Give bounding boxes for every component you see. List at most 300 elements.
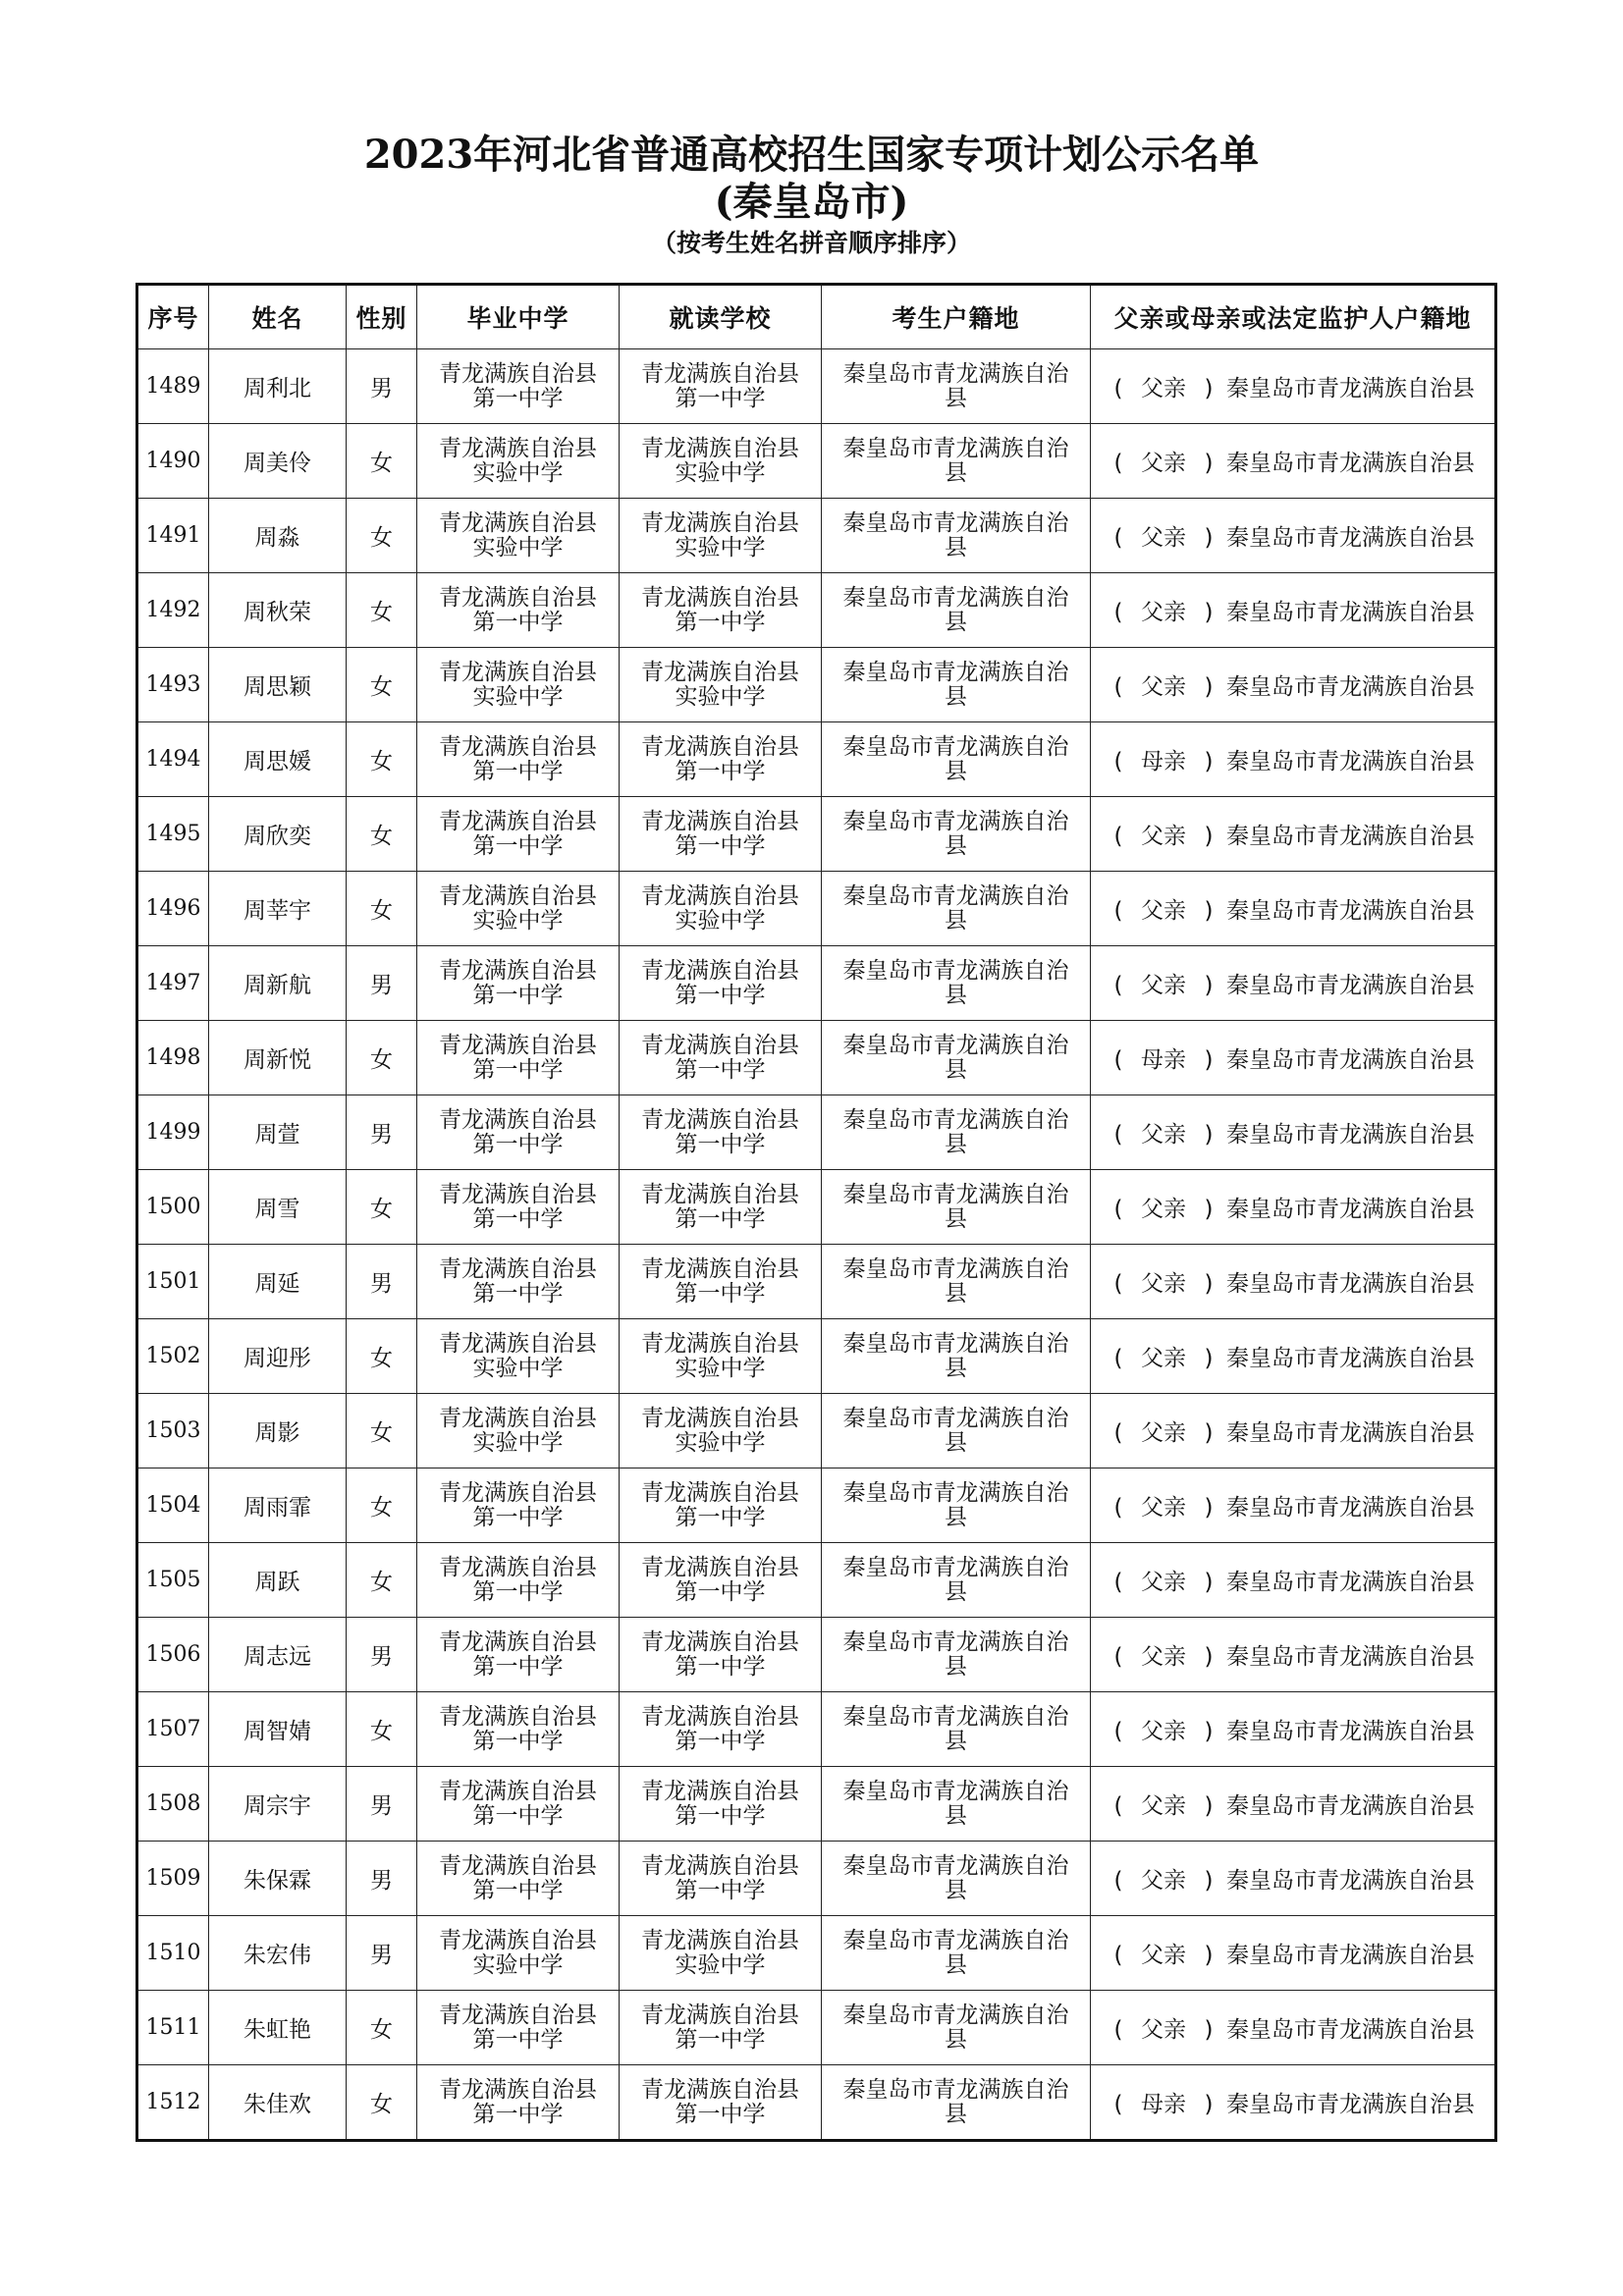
cell-graduation-school — [417, 1916, 620, 1991]
parent-place: 秦皇岛市青龙满族自治县 — [1226, 1719, 1475, 1744]
cell-gender: 男 — [347, 1095, 417, 1170]
cell-current-school — [620, 349, 822, 424]
parent-relation: 父亲 — [1141, 1719, 1186, 1744]
cell-parent-hukou — [1091, 1692, 1496, 1767]
cell-current-school-line1: 青龙满族自治县 — [641, 509, 799, 536]
cell-current-school-line2: 第一中学 — [675, 1653, 766, 1680]
cell-parent-hukou — [1091, 1245, 1496, 1319]
parent-place: 秦皇岛市青龙满族自治县 — [1226, 898, 1475, 924]
table-row — [137, 424, 1496, 499]
cell-candidate-hukou-line2: 县 — [945, 2026, 967, 2053]
cell-parent-hukou — [1091, 1095, 1496, 1170]
header-row — [137, 285, 1496, 349]
parent-relation: 父亲 — [1141, 1570, 1186, 1595]
parent-place: 秦皇岛市青龙满族自治县 — [1226, 1495, 1475, 1521]
cell-graduation-school — [417, 946, 620, 1021]
cell-graduation-school-line1: 青龙满族自治县 — [439, 808, 597, 834]
cell-candidate-hukou-line2: 县 — [945, 832, 967, 859]
cell-graduation-school — [417, 1095, 620, 1170]
cell-gender: 女 — [347, 1468, 417, 1543]
cell-no: 1504 — [137, 1468, 209, 1543]
paren-open: ( — [1113, 1420, 1123, 1446]
table-header — [137, 285, 1496, 349]
cell-current-school-line1: 青龙满族自治县 — [641, 1330, 799, 1357]
cell-no: 1502 — [137, 1319, 209, 1394]
cell-candidate-hukou-line2: 县 — [945, 1429, 967, 1456]
cell-candidate-hukou — [822, 2065, 1091, 2141]
paren-close: ) — [1204, 2092, 1214, 2117]
cell-gender: 女 — [347, 722, 417, 797]
cell-graduation-school — [417, 872, 620, 946]
table-row — [137, 722, 1496, 797]
parent-place: 秦皇岛市青龙满族自治县 — [1226, 1197, 1475, 1222]
cell-graduation-school-line1: 青龙满族自治县 — [439, 1405, 597, 1431]
cell-gender: 女 — [347, 573, 417, 648]
cell-candidate-hukou-line2: 县 — [945, 1728, 967, 1754]
cell-current-school-line2: 第一中学 — [675, 982, 766, 1008]
cell-current-school — [620, 573, 822, 648]
parent-place: 秦皇岛市青龙满族自治县 — [1226, 525, 1475, 551]
paren-close: ) — [1204, 898, 1214, 924]
cell-parent-hukou — [1091, 349, 1496, 424]
parent-place: 秦皇岛市青龙满族自治县 — [1226, 1570, 1475, 1595]
cell-current-school — [620, 1916, 822, 1991]
cell-current-school-line2: 实验中学 — [675, 907, 766, 934]
cell-no: 1492 — [137, 573, 209, 648]
cell-candidate-hukou-line1: 秦皇岛市青龙满族自治 — [842, 1479, 1069, 1506]
cell-graduation-school-line1: 青龙满族自治县 — [439, 733, 597, 760]
cell-graduation-school — [417, 1245, 620, 1319]
cell-graduation-school-line2: 第一中学 — [472, 2101, 564, 2127]
cell-graduation-school-line2: 第一中学 — [472, 1131, 564, 1157]
cell-name: 周美伶 — [209, 424, 347, 499]
cell-no: 1512 — [137, 2065, 209, 2141]
table-row — [137, 1842, 1496, 1916]
cell-current-school-line1: 青龙满族自治县 — [641, 1255, 799, 1282]
cell-current-school-line2: 第一中学 — [675, 1578, 766, 1605]
cell-candidate-hukou-line1: 秦皇岛市青龙满族自治 — [842, 2002, 1069, 2028]
cell-candidate-hukou-line1: 秦皇岛市青龙满族自治 — [842, 659, 1069, 685]
cell-candidate-hukou — [822, 1021, 1091, 1095]
paren-close: ) — [1204, 1719, 1214, 1744]
cell-parent-hukou — [1091, 797, 1496, 872]
cell-graduation-school-line1: 青龙满族自治县 — [439, 435, 597, 461]
cell-current-school-line2: 第一中学 — [675, 1728, 766, 1754]
cell-candidate-hukou-line2: 县 — [945, 609, 967, 635]
cell-candidate-hukou-line1: 秦皇岛市青龙满族自治 — [842, 1703, 1069, 1730]
cell-parent-hukou — [1091, 722, 1496, 797]
paren-close: ) — [1204, 1197, 1214, 1222]
table-row — [137, 648, 1496, 722]
parent-place: 秦皇岛市青龙满族自治县 — [1226, 1943, 1475, 1968]
cell-current-school — [620, 1394, 822, 1468]
cell-graduation-school — [417, 722, 620, 797]
parent-place: 秦皇岛市青龙满族自治县 — [1226, 973, 1475, 998]
cell-current-school-line2: 实验中学 — [675, 1355, 766, 1381]
cell-current-school-line1: 青龙满族自治县 — [641, 1181, 799, 1207]
parent-relation: 父亲 — [1141, 1197, 1186, 1222]
cell-parent-hukou — [1091, 1618, 1496, 1692]
cell-graduation-school-line1: 青龙满族自治县 — [439, 2076, 597, 2103]
paren-open: ( — [1113, 600, 1123, 625]
parent-place: 秦皇岛市青龙满族自治县 — [1226, 2017, 1475, 2043]
cell-graduation-school — [417, 1618, 620, 1692]
parent-place: 秦皇岛市青龙满族自治县 — [1226, 376, 1475, 401]
cell-current-school — [620, 1095, 822, 1170]
cell-candidate-hukou-line2: 县 — [945, 982, 967, 1008]
cell-no: 1495 — [137, 797, 209, 872]
cell-graduation-school-line2: 第一中学 — [472, 1504, 564, 1530]
cell-name: 周思颖 — [209, 648, 347, 722]
parent-place: 秦皇岛市青龙满族自治县 — [1226, 1047, 1475, 1073]
parent-relation: 父亲 — [1141, 1644, 1186, 1670]
cell-candidate-hukou — [822, 1170, 1091, 1245]
cell-current-school-line2: 实验中学 — [675, 534, 766, 561]
cell-name: 周萱 — [209, 1095, 347, 1170]
paren-open: ( — [1113, 1197, 1123, 1222]
cell-candidate-hukou — [822, 648, 1091, 722]
table-body — [137, 349, 1496, 2141]
cell-graduation-school — [417, 1842, 620, 1916]
parent-place: 秦皇岛市青龙满族自治县 — [1226, 600, 1475, 625]
cell-graduation-school-line2: 第一中学 — [472, 982, 564, 1008]
header-candidate-hukou: 考生户籍地 — [822, 285, 1091, 349]
paren-close: ) — [1204, 451, 1214, 476]
cell-current-school-line1: 青龙满族自治县 — [641, 1554, 799, 1580]
cell-graduation-school — [417, 1021, 620, 1095]
cell-current-school — [620, 1319, 822, 1394]
cell-current-school — [620, 1767, 822, 1842]
cell-no: 1496 — [137, 872, 209, 946]
cell-candidate-hukou-line2: 县 — [945, 385, 967, 411]
paren-open: ( — [1113, 525, 1123, 551]
cell-no: 1508 — [137, 1767, 209, 1842]
table-row — [137, 349, 1496, 424]
cell-name: 朱保霖 — [209, 1842, 347, 1916]
cell-candidate-hukou-line2: 县 — [945, 1056, 967, 1083]
cell-graduation-school-line2: 实验中学 — [472, 534, 564, 561]
cell-gender: 男 — [347, 1842, 417, 1916]
paren-open: ( — [1113, 1271, 1123, 1297]
cell-candidate-hukou — [822, 1468, 1091, 1543]
cell-current-school-line2: 第一中学 — [675, 385, 766, 411]
cell-candidate-hukou-line1: 秦皇岛市青龙满族自治 — [842, 1330, 1069, 1357]
parent-place: 秦皇岛市青龙满族自治县 — [1226, 1122, 1475, 1148]
cell-candidate-hukou — [822, 573, 1091, 648]
parent-place: 秦皇岛市青龙满族自治县 — [1226, 1420, 1475, 1446]
cell-current-school-line2: 第一中学 — [675, 758, 766, 784]
cell-no: 1503 — [137, 1394, 209, 1468]
cell-parent-hukou — [1091, 1319, 1496, 1394]
paren-open: ( — [1113, 2017, 1123, 2043]
paren-close: ) — [1204, 1271, 1214, 1297]
cell-parent-hukou — [1091, 2065, 1496, 2141]
cell-graduation-school — [417, 349, 620, 424]
cell-current-school — [620, 1245, 822, 1319]
cell-candidate-hukou — [822, 1394, 1091, 1468]
cell-current-school-line2: 第一中学 — [675, 1205, 766, 1232]
cell-candidate-hukou-line2: 县 — [945, 907, 967, 934]
cell-parent-hukou — [1091, 1394, 1496, 1468]
paren-close: ) — [1204, 1644, 1214, 1670]
cell-current-school-line1: 青龙满族自治县 — [641, 1927, 799, 1953]
cell-graduation-school-line1: 青龙满族自治县 — [439, 1554, 597, 1580]
cell-name: 周宗宇 — [209, 1767, 347, 1842]
paren-close: ) — [1204, 1943, 1214, 1968]
table-row — [137, 1170, 1496, 1245]
table-row — [137, 1991, 1496, 2065]
cell-candidate-hukou-line1: 秦皇岛市青龙满族自治 — [842, 1852, 1069, 1879]
cell-graduation-school — [417, 1319, 620, 1394]
cell-current-school-line1: 青龙满族自治县 — [641, 659, 799, 685]
cell-gender: 女 — [347, 2065, 417, 2141]
table-row — [137, 499, 1496, 573]
cell-graduation-school — [417, 1468, 620, 1543]
cell-candidate-hukou-line2: 县 — [945, 1951, 967, 1978]
cell-current-school-line2: 第一中学 — [675, 2101, 766, 2127]
cell-graduation-school-line2: 第一中学 — [472, 2026, 564, 2053]
paren-open: ( — [1113, 1047, 1123, 1073]
cell-graduation-school-line1: 青龙满族自治县 — [439, 1852, 597, 1879]
parent-relation: 父亲 — [1141, 600, 1186, 625]
cell-graduation-school — [417, 2065, 620, 2141]
cell-graduation-school — [417, 1394, 620, 1468]
cell-current-school-line1: 青龙满族自治县 — [641, 1629, 799, 1655]
cell-current-school — [620, 1021, 822, 1095]
cell-current-school — [620, 872, 822, 946]
header-current-school: 就读学校 — [620, 285, 822, 349]
cell-no: 1498 — [137, 1021, 209, 1095]
table-row — [137, 1319, 1496, 1394]
cell-name: 周智婧 — [209, 1692, 347, 1767]
paren-close: ) — [1204, 1420, 1214, 1446]
cell-graduation-school-line1: 青龙满族自治县 — [439, 659, 597, 685]
cell-current-school — [620, 499, 822, 573]
table-row — [137, 1095, 1496, 1170]
cell-current-school-line2: 第一中学 — [675, 832, 766, 859]
cell-name: 周迎彤 — [209, 1319, 347, 1394]
paren-close: ) — [1204, 1868, 1214, 1894]
cell-current-school-line2: 第一中学 — [675, 1877, 766, 1903]
cell-no: 1509 — [137, 1842, 209, 1916]
parent-relation: 父亲 — [1141, 898, 1186, 924]
cell-candidate-hukou-line1: 秦皇岛市青龙满族自治 — [842, 1106, 1069, 1133]
cell-current-school — [620, 1618, 822, 1692]
cell-current-school — [620, 946, 822, 1021]
cell-gender: 男 — [347, 1767, 417, 1842]
cell-graduation-school-line2: 实验中学 — [472, 1951, 564, 1978]
cell-candidate-hukou-line2: 县 — [945, 459, 967, 486]
cell-parent-hukou — [1091, 1916, 1496, 1991]
cell-candidate-hukou-line1: 秦皇岛市青龙满族自治 — [842, 584, 1069, 611]
cell-candidate-hukou-line1: 秦皇岛市青龙满族自治 — [842, 808, 1069, 834]
cell-current-school — [620, 648, 822, 722]
cell-graduation-school — [417, 1543, 620, 1618]
cell-graduation-school-line1: 青龙满族自治县 — [439, 1181, 597, 1207]
cell-current-school-line1: 青龙满族自治县 — [641, 360, 799, 387]
cell-no: 1506 — [137, 1618, 209, 1692]
parent-relation: 父亲 — [1141, 824, 1186, 849]
cell-candidate-hukou — [822, 1245, 1091, 1319]
paren-close: ) — [1204, 376, 1214, 401]
parent-relation: 父亲 — [1141, 1122, 1186, 1148]
cell-candidate-hukou — [822, 1543, 1091, 1618]
cell-current-school-line1: 青龙满族自治县 — [641, 1106, 799, 1133]
cell-parent-hukou — [1091, 1170, 1496, 1245]
paren-open: ( — [1113, 1793, 1123, 1819]
cell-graduation-school-line1: 青龙满族自治县 — [439, 1255, 597, 1282]
paren-close: ) — [1204, 2017, 1214, 2043]
cell-name: 周新航 — [209, 946, 347, 1021]
cell-current-school-line1: 青龙满族自治县 — [641, 882, 799, 909]
cell-current-school-line2: 第一中学 — [675, 1056, 766, 1083]
cell-graduation-school-line1: 青龙满族自治县 — [439, 1927, 597, 1953]
cell-graduation-school-line1: 青龙满族自治县 — [439, 360, 597, 387]
cell-candidate-hukou-line2: 县 — [945, 2101, 967, 2127]
cell-no: 1489 — [137, 349, 209, 424]
cell-graduation-school-line2: 实验中学 — [472, 1355, 564, 1381]
cell-current-school-line1: 青龙满族自治县 — [641, 1703, 799, 1730]
cell-graduation-school-line1: 青龙满族自治县 — [439, 1778, 597, 1804]
parent-relation: 父亲 — [1141, 525, 1186, 551]
cell-current-school-line1: 青龙满族自治县 — [641, 1405, 799, 1431]
cell-gender: 男 — [347, 946, 417, 1021]
parent-place: 秦皇岛市青龙满族自治县 — [1226, 1793, 1475, 1819]
cell-parent-hukou — [1091, 648, 1496, 722]
cell-candidate-hukou — [822, 1319, 1091, 1394]
cell-candidate-hukou-line2: 县 — [945, 758, 967, 784]
cell-candidate-hukou — [822, 424, 1091, 499]
paren-open: ( — [1113, 1346, 1123, 1371]
cell-graduation-school-line2: 第一中学 — [472, 1653, 564, 1680]
cell-no: 1493 — [137, 648, 209, 722]
cell-current-school-line1: 青龙满族自治县 — [641, 584, 799, 611]
parent-relation: 父亲 — [1141, 1943, 1186, 1968]
cell-name: 周莘宇 — [209, 872, 347, 946]
cell-graduation-school-line2: 第一中学 — [472, 1056, 564, 1083]
cell-candidate-hukou — [822, 1767, 1091, 1842]
cell-gender: 女 — [347, 872, 417, 946]
table-row — [137, 1245, 1496, 1319]
cell-parent-hukou — [1091, 499, 1496, 573]
cell-no: 1511 — [137, 1991, 209, 2065]
cell-parent-hukou — [1091, 1767, 1496, 1842]
cell-graduation-school-line1: 青龙满族自治县 — [439, 882, 597, 909]
cell-graduation-school-line1: 青龙满族自治县 — [439, 2002, 597, 2028]
cell-name: 周新悦 — [209, 1021, 347, 1095]
paren-close: ) — [1204, 973, 1214, 998]
cell-gender: 女 — [347, 499, 417, 573]
cell-no: 1490 — [137, 424, 209, 499]
cell-gender: 女 — [347, 1692, 417, 1767]
cell-current-school-line1: 青龙满族自治县 — [641, 808, 799, 834]
cell-current-school-line1: 青龙满族自治县 — [641, 1479, 799, 1506]
cell-candidate-hukou-line1: 秦皇岛市青龙满族自治 — [842, 1181, 1069, 1207]
parent-relation: 父亲 — [1141, 2017, 1186, 2043]
cell-graduation-school-line1: 青龙满族自治县 — [439, 957, 597, 984]
cell-candidate-hukou-line1: 秦皇岛市青龙满族自治 — [842, 1554, 1069, 1580]
paren-close: ) — [1204, 1570, 1214, 1595]
parent-place: 秦皇岛市青龙满族自治县 — [1226, 674, 1475, 700]
cell-current-school — [620, 1692, 822, 1767]
parent-place: 秦皇岛市青龙满族自治县 — [1226, 451, 1475, 476]
paren-open: ( — [1113, 1719, 1123, 1744]
cell-graduation-school — [417, 648, 620, 722]
cell-current-school — [620, 2065, 822, 2141]
cell-graduation-school-line1: 青龙满族自治县 — [439, 584, 597, 611]
cell-parent-hukou — [1091, 573, 1496, 648]
table-row — [137, 1767, 1496, 1842]
cell-candidate-hukou-line1: 秦皇岛市青龙满族自治 — [842, 360, 1069, 387]
cell-no: 1505 — [137, 1543, 209, 1618]
cell-candidate-hukou-line1: 秦皇岛市青龙满族自治 — [842, 2076, 1069, 2103]
cell-graduation-school — [417, 424, 620, 499]
table-row — [137, 2065, 1496, 2141]
cell-parent-hukou — [1091, 946, 1496, 1021]
cell-candidate-hukou-line1: 秦皇岛市青龙满族自治 — [842, 1255, 1069, 1282]
paren-open: ( — [1113, 749, 1123, 774]
parent-relation: 父亲 — [1141, 1420, 1186, 1446]
cell-candidate-hukou — [822, 1095, 1091, 1170]
table-row — [137, 1692, 1496, 1767]
paren-close: ) — [1204, 600, 1214, 625]
cell-candidate-hukou-line2: 县 — [945, 1205, 967, 1232]
cell-name: 周秋荣 — [209, 573, 347, 648]
cell-current-school-line1: 青龙满族自治县 — [641, 1852, 799, 1879]
table-row — [137, 872, 1496, 946]
cell-current-school — [620, 1543, 822, 1618]
cell-gender: 男 — [347, 349, 417, 424]
parent-place: 秦皇岛市青龙满族自治县 — [1226, 824, 1475, 849]
cell-gender: 女 — [347, 797, 417, 872]
cell-gender: 男 — [347, 1916, 417, 1991]
cell-gender: 女 — [347, 648, 417, 722]
paren-close: ) — [1204, 1793, 1214, 1819]
cell-current-school — [620, 1991, 822, 2065]
cell-parent-hukou — [1091, 424, 1496, 499]
cell-gender: 女 — [347, 1991, 417, 2065]
table-row — [137, 797, 1496, 872]
cell-candidate-hukou — [822, 1991, 1091, 2065]
paren-open: ( — [1113, 2092, 1123, 2117]
cell-name: 周影 — [209, 1394, 347, 1468]
paren-close: ) — [1204, 674, 1214, 700]
document-title: 2023年河北省普通高校招生国家专项计划公示名单 — [363, 132, 1260, 178]
cell-gender: 女 — [347, 1394, 417, 1468]
cell-candidate-hukou-line2: 县 — [945, 1802, 967, 1829]
cell-current-school-line2: 实验中学 — [675, 1429, 766, 1456]
cell-graduation-school-line2: 实验中学 — [472, 683, 564, 710]
cell-no: 1501 — [137, 1245, 209, 1319]
cell-graduation-school-line2: 第一中学 — [472, 609, 564, 635]
cell-name: 周淼 — [209, 499, 347, 573]
cell-candidate-hukou — [822, 872, 1091, 946]
cell-name: 朱虹艳 — [209, 1991, 347, 2065]
parent-relation: 父亲 — [1141, 1868, 1186, 1894]
cell-candidate-hukou-line2: 县 — [945, 1578, 967, 1605]
cell-name: 朱佳欢 — [209, 2065, 347, 2141]
cell-gender: 女 — [347, 1170, 417, 1245]
cell-graduation-school-line2: 实验中学 — [472, 459, 564, 486]
cell-name: 周利北 — [209, 349, 347, 424]
document-subtitle: (秦皇岛市) — [714, 179, 909, 225]
cell-candidate-hukou-line1: 秦皇岛市青龙满族自治 — [842, 1405, 1069, 1431]
cell-current-school-line1: 青龙满族自治县 — [641, 2076, 799, 2103]
table-row — [137, 1468, 1496, 1543]
cell-graduation-school — [417, 1692, 620, 1767]
sort-note: （按考生姓名拼音顺序排序） — [651, 229, 971, 257]
cell-graduation-school-line2: 第一中学 — [472, 758, 564, 784]
